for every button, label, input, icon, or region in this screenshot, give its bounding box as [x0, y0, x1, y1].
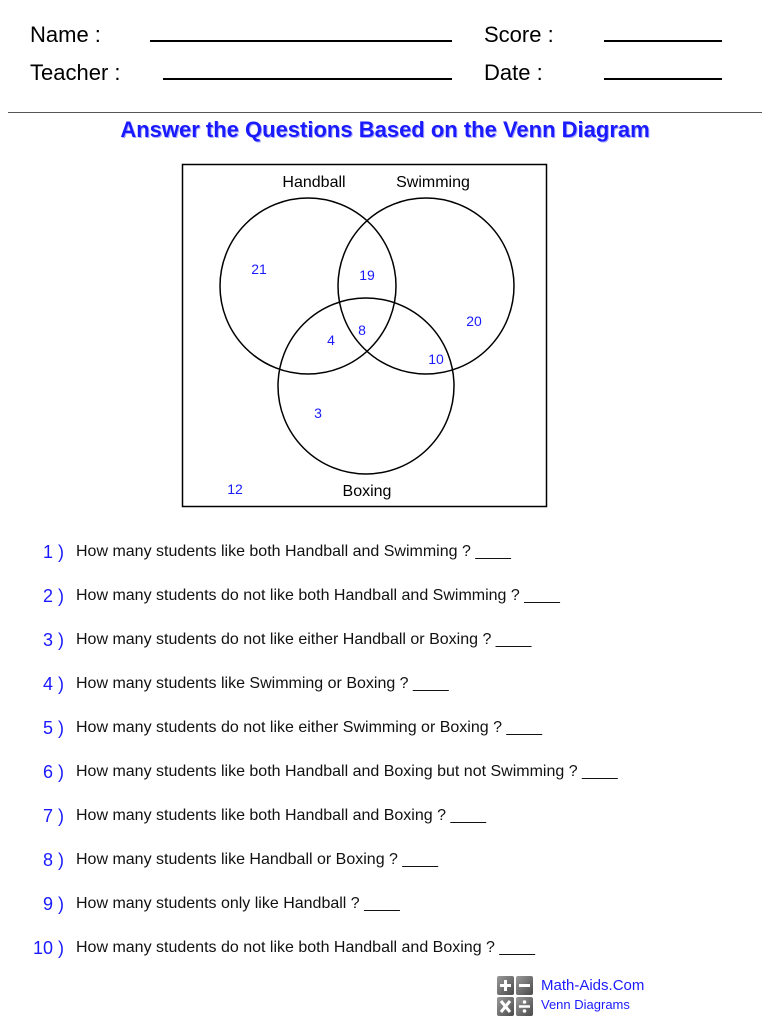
question-number: 2 ) — [42, 586, 64, 606]
name-label: Name : — [30, 22, 101, 47]
question-number: 8 ) — [42, 850, 64, 870]
question-text: How many students like Swimming or Boxing ? ____ — [76, 675, 449, 692]
region-handball-swimming: 19 — [359, 267, 375, 283]
question-number: 6 ) — [42, 762, 64, 782]
question-text: How many students only like Handball ? ____ — [76, 895, 400, 912]
date-label: Date : — [484, 60, 543, 85]
teacher-label: Teacher : — [30, 60, 121, 85]
question-text: How many students do not like either Swimming or Boxing ? ____ — [76, 719, 543, 736]
question-number: 5 ) — [42, 718, 64, 738]
math-aids-logo — [496, 975, 736, 1021]
question-number: 9 ) — [42, 894, 64, 914]
question-text: How many students like both Handball and Boxing but not Swimming ? ____ — [76, 763, 618, 780]
region-swimming-boxing: 10 — [428, 351, 444, 367]
question-number: 3 ) — [42, 630, 64, 650]
brand-subtitle: Venn Diagrams — [541, 997, 630, 1012]
score-label: Score : — [484, 22, 554, 47]
question-text: How many students do not like both Handball and Boxing ? ____ — [76, 939, 535, 956]
question-text: How many students do not like either Handball or Boxing ? ____ — [76, 631, 532, 648]
region-swimming-only: 20 — [466, 313, 482, 329]
handball-circle — [220, 198, 396, 374]
region-boxing-only: 3 — [314, 405, 322, 421]
swimming-label: Swimming — [396, 174, 470, 191]
question-text: How many students like both Handball and Swimming ? ____ — [76, 543, 511, 560]
handball-label: Handball — [282, 174, 346, 191]
brand-name: Math-Aids.Com — [541, 977, 645, 994]
calculator-operations-icon — [496, 975, 534, 1017]
region-all-three: 8 — [358, 322, 366, 338]
swimming-circle — [338, 198, 514, 374]
question-text: How many students like both Handball and Boxing ? ____ — [76, 807, 487, 824]
question-number: 1 ) — [42, 542, 64, 562]
question-text: How many students like Handball or Boxing ? ____ — [76, 851, 438, 868]
question-number: 4 ) — [42, 674, 64, 694]
boxing-circle — [278, 298, 454, 474]
question-number: 10 ) — [32, 938, 64, 958]
boxing-label: Boxing — [342, 483, 392, 500]
question-number: 7 ) — [42, 806, 64, 826]
region-handball-boxing: 4 — [327, 332, 335, 348]
page-title: Answer the Questions Based on the Venn Diagram — [120, 117, 650, 142]
region-none: 12 — [227, 481, 243, 497]
region-handball-only: 21 — [251, 261, 267, 277]
question-text: How many students do not like both Handball and Swimming ? ____ — [76, 587, 560, 604]
